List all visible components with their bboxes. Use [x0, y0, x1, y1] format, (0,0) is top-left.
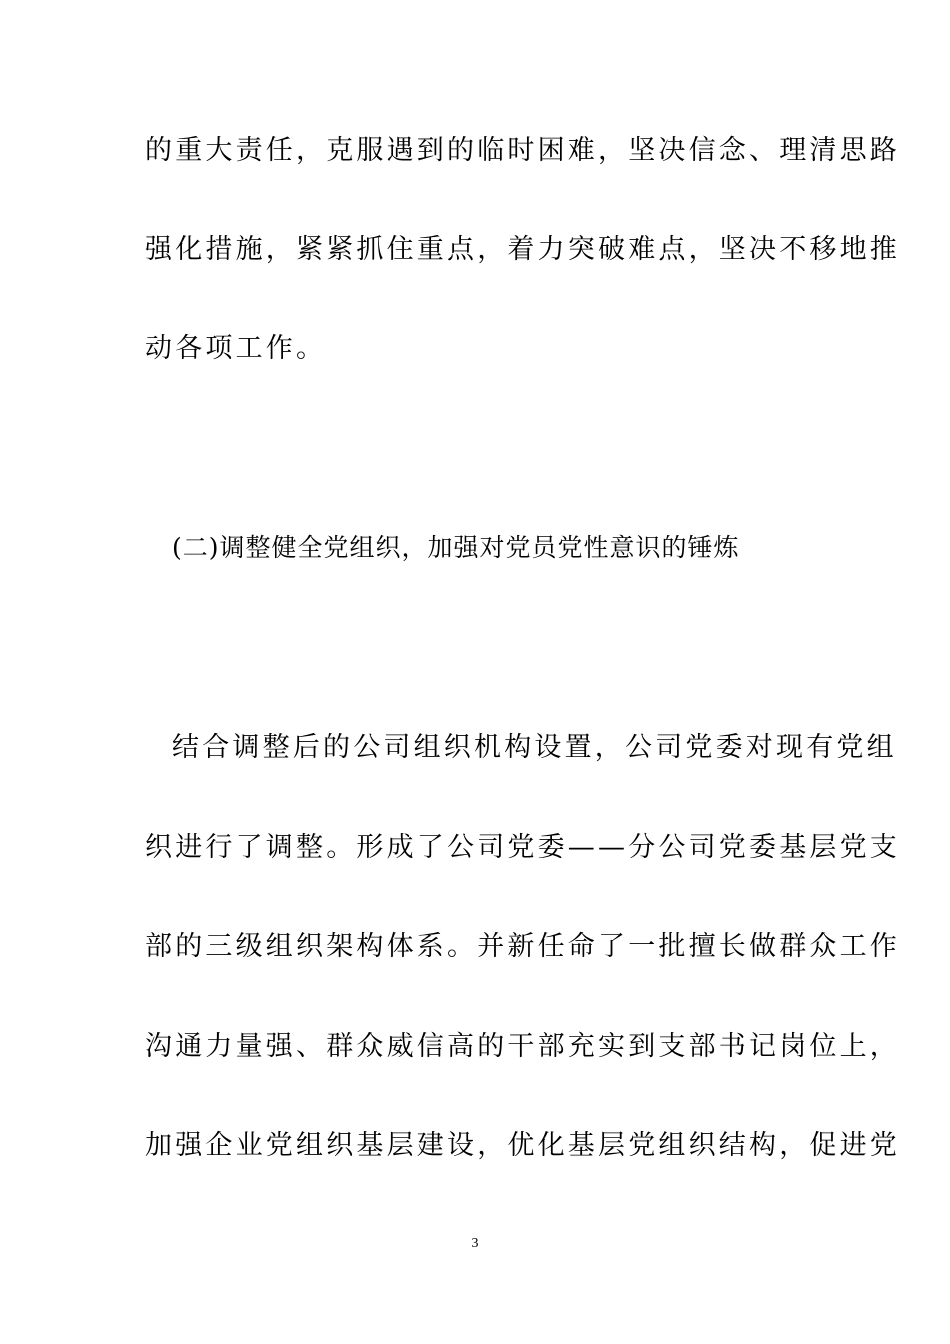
paragraph-2-line-2: 织进行了调整。形成了公司党委——分公司党委基层党支 [145, 832, 900, 863]
page-number: 3 [471, 1236, 479, 1251]
section-heading: (二)调整健全党组织，加强对党员党性意识的锤炼 [172, 533, 740, 562]
paragraph-2-line-3: 部的三级组织架构体系。并新任命了一批擅长做群众工作 [145, 931, 900, 962]
paragraph-2-line-5: 加强企业党组织基层建设，优化基层党组织结构，促进党 [145, 1130, 900, 1161]
paragraph-1-line-2: 强化措施，紧紧抓住重点，着力突破难点，坚决不移地推 [145, 234, 900, 265]
paragraph-1-line-1: 的重大责任，克服遇到的临时困难，坚决信念、理清思路 [145, 135, 900, 166]
paragraph-2-line-4: 沟通力量强、群众威信高的干部充实到支部书记岗位上， [145, 1031, 900, 1062]
paragraph-1-line-3: 动各项工作。 [145, 333, 327, 364]
paragraph-2-line-1: 结合调整后的公司组织机构设置，公司党委对现有党组 [172, 732, 897, 763]
